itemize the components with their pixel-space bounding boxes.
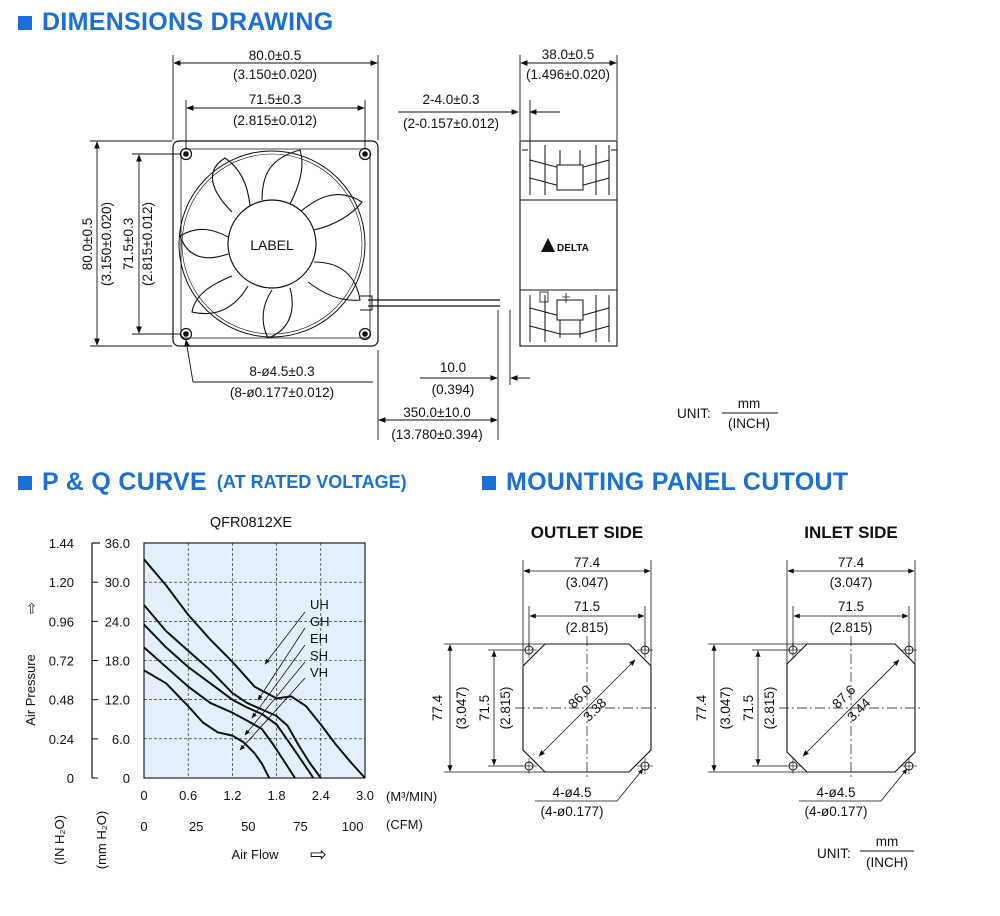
lead-length: 350.0±10.0 [403, 405, 471, 420]
inlet-pitch: 71.5 [837, 599, 865, 614]
y-tick-label-in: 0.72 [48, 653, 74, 669]
y-axis-label: Air Pressure [23, 654, 38, 726]
unit-mm-top: mm [737, 396, 761, 411]
x-unit-m3: (M³/MIN) [386, 789, 438, 804]
delta-logo [541, 238, 589, 254]
unit-label-bottom: UNIT: [817, 846, 851, 861]
x-tick-label-m3: 1.8 [267, 788, 286, 803]
pq-title: P & Q CURVE [42, 468, 207, 496]
outlet-diameter-in: 3.38 [580, 695, 610, 725]
y-tick-label-mm: 0 [122, 771, 130, 786]
front-height: 80.0±0.5 [80, 217, 95, 271]
x-axis-label: Air Flow [231, 847, 279, 862]
pq-note: (AT RATED VOLTAGE) [216, 472, 407, 492]
front-holes-in: (8-ø0.177±0.012) [229, 385, 335, 400]
front-vpitch-in: (2.815±0.012) [140, 202, 155, 286]
y-tick-label-mm: 6.0 [111, 731, 130, 747]
outlet-outer: 77.4 [573, 555, 601, 570]
inlet-diameter: 87.6 [829, 682, 859, 712]
front-view [173, 141, 500, 346]
y-tick-label-mm: 36.0 [104, 536, 130, 551]
y-tick-label-mm: 18.0 [104, 653, 130, 669]
front-width-in: (3.150±0.020) [233, 67, 317, 82]
series-label-vh: VH [310, 665, 329, 680]
inlet-pitch-in: (2.815) [829, 620, 873, 635]
front-pitch-in: (2.815±0.012) [233, 113, 317, 128]
y-tick-label-mm: 30.0 [104, 575, 130, 591]
dimensions-title: DIMENSIONS DRAWING [42, 8, 334, 36]
x-tick-label-cfm: 25 [188, 819, 204, 834]
x-tick-label-m3: 1.2 [223, 788, 242, 803]
x-unit-cfm: (CFM) [386, 817, 423, 832]
hub-label: LABEL [250, 237, 294, 253]
inlet-holes-in: (4-ø0.177) [804, 804, 868, 819]
front-height-in: (3.150±0.020) [99, 202, 114, 286]
outlet-cutout [444, 560, 659, 801]
lead-strip-in: (0.394) [431, 382, 475, 397]
outlet-holes-in: (4-ø0.177) [540, 804, 604, 819]
inlet-height-in: (3.047) [718, 686, 733, 730]
inlet-vpitch: 71.5 [741, 694, 756, 722]
side-flange-in: (2-0.157±0.012) [403, 116, 499, 131]
y-tick-label-in: 0.48 [48, 692, 74, 708]
x-tick-label-cfm: 75 [293, 819, 308, 834]
outlet-diameter: 86.0 [565, 682, 595, 712]
series-label-eh: EH [310, 631, 329, 646]
inlet-cutout [708, 560, 923, 801]
y-tick-label-in: 0.24 [48, 731, 74, 747]
y-unit-in: (IN H₂O) [52, 815, 67, 865]
outlet-vpitch-in: (2.815) [498, 686, 513, 730]
front-vpitch: 71.5±0.3 [121, 217, 136, 271]
y-tick-label-in: 0.96 [48, 614, 74, 630]
inlet-outer: 77.4 [837, 555, 865, 570]
chart-title: QFR0812XE [209, 515, 293, 531]
inlet-diameter-in: 3.44 [844, 695, 874, 725]
y-unit-mm: (mm H₂O) [94, 810, 109, 870]
y-up-arrow-icon: ⇨ [23, 602, 39, 614]
x-tick-label-m3: 0.6 [179, 788, 198, 803]
outlet-title: OUTLET SIDE [530, 523, 644, 542]
delta-brand: DELTA [557, 243, 589, 254]
series-label-gh: GH [310, 614, 330, 629]
inlet-hole-leader [881, 769, 907, 801]
front-holes: 8-ø4.5±0.3 [249, 364, 315, 379]
inlet-holes: 4-ø4.5 [816, 785, 856, 800]
y-tick-label-in: 1.20 [48, 575, 74, 591]
side-depth-in: (1.496±0.020) [526, 67, 610, 82]
outlet-pitch: 71.5 [573, 599, 601, 614]
x-tick-label-cfm: 50 [241, 819, 256, 834]
inlet-vpitch-in: (2.815) [762, 686, 777, 730]
y-tick-label-mm: 12.0 [104, 692, 130, 708]
unit-label-top: UNIT: [677, 406, 711, 421]
lead-length-in: (13.780±0.394) [391, 427, 483, 442]
outlet-outer-in: (3.047) [565, 575, 609, 590]
outlet-hole-leader [617, 769, 643, 801]
y-tick-label-mm: 24.0 [104, 614, 130, 630]
inlet-title: INLET SIDE [804, 523, 898, 542]
unit-mm-bottom: mm [875, 834, 899, 849]
front-width: 80.0±0.5 [248, 48, 302, 63]
x-tick-label-m3: 0 [140, 788, 148, 803]
unit-inch-bottom: (INCH) [866, 855, 908, 870]
series-label-uh: UH [310, 597, 329, 612]
outlet-vpitch: 71.5 [477, 694, 492, 722]
y-tick-label-in: 0 [66, 771, 74, 786]
cutout-title: MOUNTING PANEL CUTOUT [506, 468, 849, 496]
inlet-outer-in: (3.047) [829, 575, 873, 590]
front-pitch: 71.5±0.3 [248, 92, 302, 107]
outlet-height: 77.4 [430, 694, 445, 722]
x-tick-label-m3: 3.0 [355, 788, 375, 803]
lead-strip: 10.0 [439, 360, 467, 375]
x-tick-label-cfm: 100 [341, 819, 364, 834]
outlet-height-in: (3.047) [454, 686, 469, 730]
outlet-holes: 4-ø4.5 [552, 785, 592, 800]
y-tick-label-in: 1.44 [48, 536, 74, 551]
x-right-arrow-icon: ⇨ [310, 844, 327, 866]
inlet-height: 77.4 [694, 694, 709, 722]
x-tick-label-m3: 2.4 [311, 788, 330, 803]
x-tick-label-cfm: 0 [140, 819, 148, 834]
unit-inch-top: (INCH) [728, 416, 770, 431]
side-depth: 38.0±0.5 [541, 47, 595, 62]
series-label-sh: SH [310, 648, 329, 663]
outlet-pitch-in: (2.815) [565, 620, 609, 635]
side-flange: 2-4.0±0.3 [422, 92, 480, 107]
